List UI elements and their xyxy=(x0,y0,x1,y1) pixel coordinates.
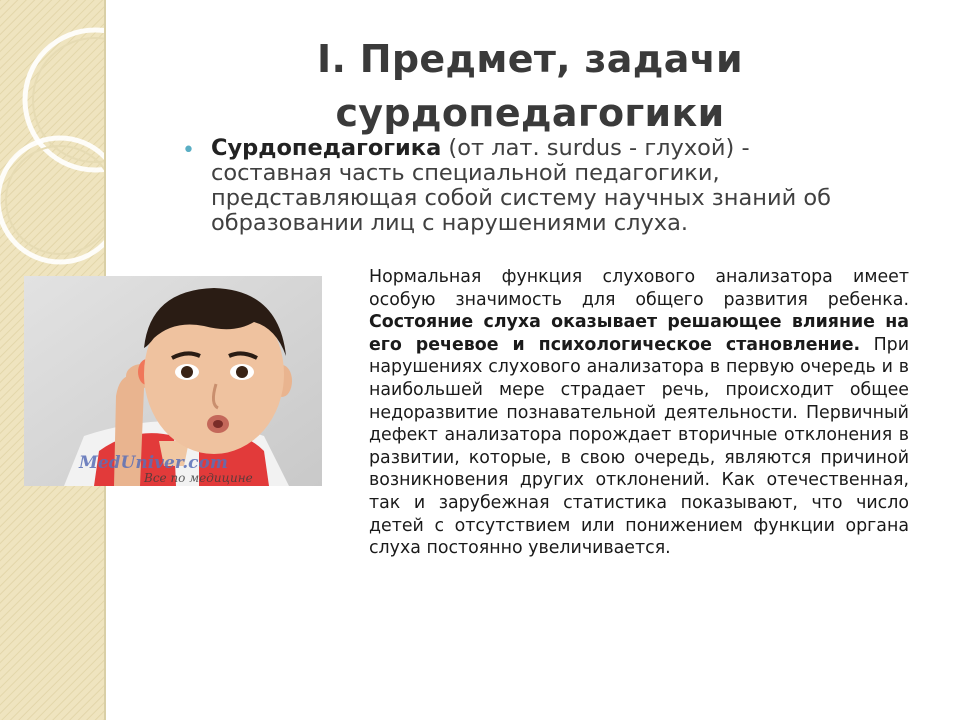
definition-term: Сурдопедагогика xyxy=(211,135,442,161)
slide-title xyxy=(250,32,810,140)
definition-body: (от лат. surdus - глухой) - составная часть специальной педагогики, представляющая собой систему научных знаний об образовании лиц с нарушениями слуха. xyxy=(211,135,832,236)
main-paragraph xyxy=(369,266,909,560)
boy-photo xyxy=(24,276,322,486)
title-line-1: I. Предмет, задачи xyxy=(317,37,743,81)
watermark-site: MedUniver.com xyxy=(79,453,228,473)
paragraph-bold: Состояние слуха оказывает решающее влияние на его речевое и психологическое становление. xyxy=(369,312,909,355)
definition-text xyxy=(211,136,861,236)
boy-illustration xyxy=(24,276,322,486)
paragraph-part-1: Нормальная функция слухового анализатора имеет особую значимость для общего развития ребенка. xyxy=(369,267,909,310)
watermark-tagline: Все по медицине xyxy=(144,471,253,485)
bullet-icon: • xyxy=(182,138,195,163)
title-line-2: сурдопедагогики xyxy=(335,91,725,135)
paragraph-part-2: При нарушениях слухового анализатора в первую очередь и в наибольшей мере страдает речь, происходит общее недоразвитие познавательной деятельности. Первичный дефект анализатора порождает вторичные отклонения в развитии, которые, в свою очередь, являются причиной возникновения других отклонений. Как отечественная, так и зарубежная статистика показывают, что число детей с отсутствием или понижением функции органа слуха постоянно увеличивается. xyxy=(369,334,909,559)
